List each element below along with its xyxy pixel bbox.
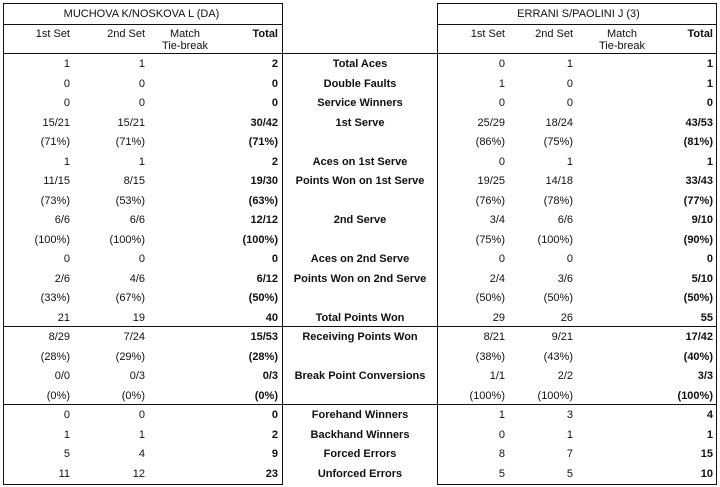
stat-label: Aces on 1st Serve <box>312 155 408 168</box>
left-right-border <box>282 3 283 485</box>
p1-set1-cell: 11 <box>58 467 70 480</box>
p1-set1-cell: 6/6 <box>54 214 70 226</box>
p2-set1-cell: (38%) <box>475 350 505 363</box>
p2-set2-cell: 0 <box>566 97 573 109</box>
player1-name: MUCHOVA K/NOSKOVA L (DA) <box>63 8 220 20</box>
p2-set1-cell: 0 <box>498 97 505 109</box>
p2-set1-cell: 29 <box>492 311 505 324</box>
p1-total-cell: 0 <box>271 97 278 109</box>
p2-set1-cell: 5 <box>498 467 505 480</box>
p1-total-cell: (28%) <box>248 350 278 363</box>
p1-set1-cell: 0 <box>63 409 70 421</box>
stat-label <box>285 386 435 406</box>
p1-set1-cell: 1 <box>63 155 70 168</box>
p2-total-cell: 1 <box>706 58 713 70</box>
p2-set1-cell: 19/25 <box>477 175 505 187</box>
p1-total-cell: 0 <box>271 253 278 265</box>
p1-set2-cell: (0%) <box>121 389 145 402</box>
p1-set1-cell: (0%) <box>46 389 70 402</box>
p1-tiebreak-header: Match Tie-break <box>161 28 209 52</box>
p2-set1-cell: (50%) <box>475 292 505 304</box>
p1-set1-cell: 0/0 <box>54 370 70 382</box>
right-left-border <box>437 3 438 485</box>
stat-label: Total Points Won <box>315 311 405 324</box>
stat-label <box>285 191 435 211</box>
right-top-border <box>437 3 717 4</box>
p1-set1-cell: 1 <box>63 428 70 441</box>
p1-total-cell: 0 <box>271 409 278 421</box>
p1-set2-cell: 19 <box>132 311 145 324</box>
p2-total-cell: (50%) <box>683 292 713 304</box>
stat-label <box>285 230 435 250</box>
p2-set1-cell: 8/21 <box>483 331 505 343</box>
p2-set1-cell: 3/4 <box>489 214 505 226</box>
p2-set2-cell: (100%) <box>537 389 573 402</box>
p1-set2-cell: 12 <box>132 467 145 480</box>
p1-total-header: Total <box>252 28 278 40</box>
p2-set1-cell: (86%) <box>475 136 505 148</box>
stat-label: Aces on 2nd Serve <box>310 253 410 265</box>
p1-set2-cell: 6/6 <box>129 214 145 226</box>
stat-label: Double Faults <box>323 77 397 90</box>
p1-set2-cell: 0 <box>138 409 145 421</box>
p2-set1-cell: 0 <box>498 428 505 441</box>
p1-set2-cell: (100%) <box>109 233 145 246</box>
p1-total-cell: 2 <box>271 155 278 168</box>
p1-set1-cell: 2/6 <box>54 272 70 285</box>
p2-set1-cell: (75%) <box>475 233 505 246</box>
p1-set2-cell: 0 <box>138 77 145 90</box>
p2-total-cell: (40%) <box>683 350 713 363</box>
p2-set2-cell: 3 <box>566 409 573 421</box>
p1-set1-cell: 0 <box>63 77 70 90</box>
p2-total-cell: 43/53 <box>685 116 713 129</box>
p1-set2-cell: 4 <box>138 448 145 460</box>
p1-set1-cell: (28%) <box>40 350 70 363</box>
p1-set1-cell: (100%) <box>34 233 70 246</box>
p2-total-header: Total <box>687 28 713 40</box>
p2-total-cell: 5/10 <box>691 272 713 285</box>
p1-total-cell: 15/53 <box>250 331 278 343</box>
stat-label: Total Aces <box>332 58 388 70</box>
p2-total-cell: (77%) <box>683 194 713 207</box>
p2-set2-cell: 1 <box>566 428 573 441</box>
p2-set2-cell: 1 <box>566 58 573 70</box>
p1-set2-cell: 0 <box>138 97 145 109</box>
stat-label: Unforced Errors <box>317 467 403 480</box>
p2-total-cell: 0 <box>706 253 713 265</box>
p2-total-cell: 10 <box>700 467 713 480</box>
p2-total-cell: 15 <box>700 448 713 460</box>
p2-total-cell: 1 <box>706 155 713 168</box>
p1-total-cell: 0/3 <box>262 370 278 382</box>
p2-set2-cell: (75%) <box>543 136 573 148</box>
p2-set1-cell: (76%) <box>475 194 505 207</box>
p2-set2-cell: 9/21 <box>551 331 573 343</box>
p2-set2-cell: 14/18 <box>545 175 573 187</box>
p1-set1-cell: 5 <box>63 448 70 460</box>
p1-total-cell: (50%) <box>248 292 278 304</box>
p1-total-cell: (100%) <box>242 233 278 246</box>
p2-set1-cell: 0 <box>498 58 505 70</box>
p2-set2-cell: (50%) <box>543 292 573 304</box>
p1-set1-cell: (73%) <box>40 194 70 207</box>
stat-label: 2nd Serve <box>333 214 387 226</box>
p1-set1-header: 1st Set <box>35 28 70 40</box>
p2-total-cell: 1 <box>706 77 713 90</box>
right-bottom-border <box>437 484 717 485</box>
p1-total-cell: 2 <box>271 428 278 441</box>
p1-total-cell: 30/42 <box>250 116 278 129</box>
p1-set2-cell: (71%) <box>115 136 145 148</box>
p2-set2-cell: 18/24 <box>545 116 573 129</box>
stat-label: Points Won on 2nd Serve <box>293 272 427 285</box>
p2-set2-cell: 5 <box>566 467 573 480</box>
p1-set1-cell: 11/15 <box>43 175 70 187</box>
p1-total-cell: 12/12 <box>250 214 278 226</box>
left-bottom-border <box>3 484 283 485</box>
p2-set1-cell: 0 <box>498 155 505 168</box>
p1-set1-cell: 15/21 <box>42 116 70 129</box>
p2-total-cell: (100%) <box>677 389 713 402</box>
p2-set1-cell: 1 <box>498 409 505 421</box>
left-left-border <box>3 3 4 485</box>
player2-name: ERRANI S/PAOLINI J (3) <box>517 8 640 20</box>
p1-total-cell: (63%) <box>248 194 278 207</box>
right-right-border <box>716 3 717 485</box>
p1-set1-cell: 21 <box>57 311 70 324</box>
p2-set1-cell: 25/29 <box>477 116 505 129</box>
p1-total-cell: 23 <box>265 467 278 480</box>
p1-set2-cell: 7/24 <box>123 331 145 343</box>
p1-set2-cell: 8/15 <box>123 175 145 187</box>
p1-total-cell: 9 <box>271 448 278 460</box>
stat-label: 1st Serve <box>335 116 385 129</box>
stat-label: Service Winners <box>317 97 403 109</box>
p1-set2-cell: (29%) <box>115 350 145 363</box>
p2-set1-cell: 2/4 <box>489 272 505 285</box>
p1-set1-cell: (71%) <box>40 136 70 148</box>
left-top-border <box>3 3 283 4</box>
p2-set1-cell: (100%) <box>469 389 505 402</box>
p1-set1-cell: 0 <box>63 253 70 265</box>
stat-label: Forced Errors <box>323 448 397 460</box>
stat-label: Forehand Winners <box>311 409 409 421</box>
p2-total-cell: 0 <box>706 97 713 109</box>
p1-set2-cell: 0 <box>138 253 145 265</box>
p1-total-cell: 0 <box>271 77 278 90</box>
p1-set2-cell: (67%) <box>115 292 145 304</box>
stat-label <box>285 288 435 308</box>
p2-total-cell: 1 <box>706 428 713 441</box>
p2-total-cell: 9/10 <box>691 214 713 226</box>
p1-set1-cell: 8/29 <box>48 331 70 343</box>
p2-total-cell: 4 <box>706 409 713 421</box>
p2-total-cell: 55 <box>700 311 713 324</box>
p2-set1-cell: 1/1 <box>489 370 505 382</box>
p1-total-cell: 40 <box>265 311 278 324</box>
p1-set2-header: 2nd Set <box>107 28 145 40</box>
p2-set2-cell: 6/6 <box>557 214 573 226</box>
stat-label <box>285 132 435 152</box>
p1-set2-cell: 4/6 <box>129 272 145 285</box>
left-name-divider <box>3 24 283 25</box>
p2-set1-cell: 0 <box>498 253 505 265</box>
p2-total-cell: 3/3 <box>697 370 713 382</box>
p2-set2-cell: (43%) <box>543 350 573 363</box>
p1-set2-cell: 1 <box>138 58 145 70</box>
p2-set2-cell: 7 <box>566 448 573 460</box>
p2-set2-cell: 1 <box>566 155 573 168</box>
p2-set1-cell: 8 <box>498 448 505 460</box>
p2-total-cell: 17/42 <box>685 331 713 343</box>
p1-set2-cell: 0/3 <box>129 370 145 382</box>
p1-set2-cell: (53%) <box>115 194 145 207</box>
p2-set2-cell: 2/2 <box>557 370 573 382</box>
p1-total-cell: 19/30 <box>250 175 278 187</box>
p1-set1-cell: 0 <box>63 97 70 109</box>
p1-total-cell: 6/12 <box>256 272 278 285</box>
p2-set2-cell: (100%) <box>537 233 573 246</box>
p1-set1-cell: 1 <box>63 58 70 70</box>
p1-total-cell: (71%) <box>248 136 278 148</box>
p2-set2-cell: 26 <box>560 311 573 324</box>
stat-label: Receiving Points Won <box>302 331 418 343</box>
p1-total-cell: (0%) <box>254 389 278 402</box>
p2-set1-header: 1st Set <box>470 28 505 40</box>
p2-tiebreak-header: Match Tie-break <box>598 28 646 52</box>
p1-set1-cell: (33%) <box>40 292 70 304</box>
p2-set2-cell: 3/6 <box>557 272 573 285</box>
p1-total-cell: 2 <box>271 58 278 70</box>
p2-total-cell: (90%) <box>683 233 713 246</box>
stat-label: Points Won on 1st Serve <box>295 175 425 187</box>
stat-label: Break Point Conversions <box>294 370 426 382</box>
stat-label <box>285 347 435 367</box>
p2-total-cell: 33/43 <box>685 175 713 187</box>
p2-set2-header: 2nd Set <box>535 28 573 40</box>
p2-total-cell: (81%) <box>683 136 713 148</box>
p2-set1-cell: 1 <box>498 77 505 90</box>
stat-label: Backhand Winners <box>310 428 410 441</box>
p1-set2-cell: 15/21 <box>117 116 145 129</box>
p2-set2-cell: 0 <box>566 77 573 90</box>
p1-set2-cell: 1 <box>138 428 145 441</box>
right-name-divider <box>437 24 717 25</box>
p2-set2-cell: 0 <box>566 253 573 265</box>
p1-set2-cell: 1 <box>138 155 145 168</box>
p2-set2-cell: (78%) <box>543 194 573 207</box>
